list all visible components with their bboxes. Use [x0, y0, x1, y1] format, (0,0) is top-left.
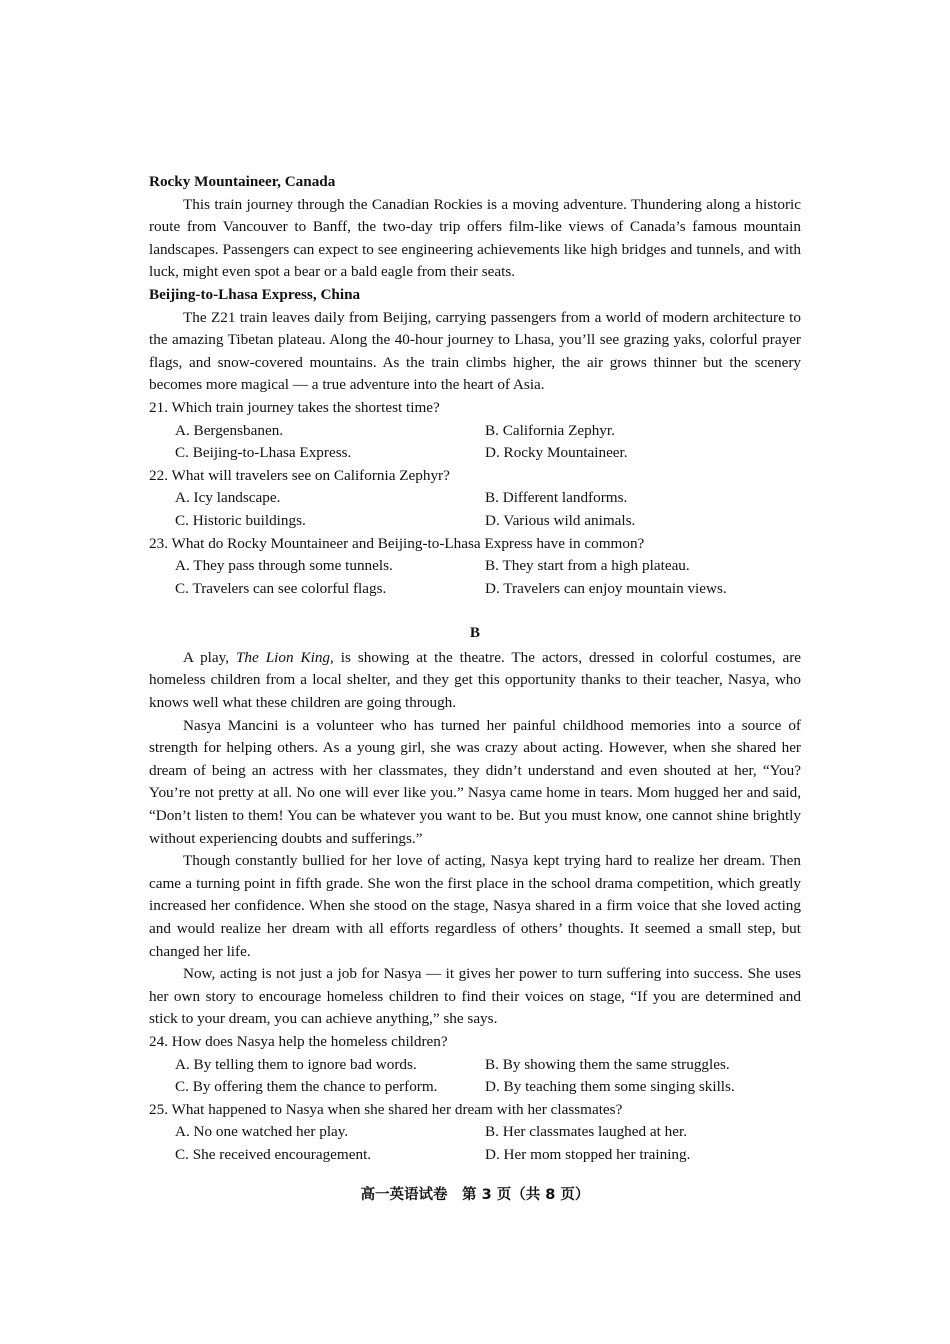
- option-c: C. She received encouragement.: [175, 1145, 372, 1163]
- option-a: A. Bergensbanen.: [175, 421, 284, 439]
- options-grid: [149, 1054, 801, 1099]
- option-a: A. By telling them to ignore bad words.: [175, 1055, 417, 1073]
- option-b: B. Her classmates laughed at her.: [485, 1123, 688, 1141]
- paragraph-lion-king-post: , is showing at the theatre. The actors, dressed in colorful costumes, are homeless children from a local shelter, and they get this opportunity thanks to their teacher, Nasya, who knows well what these children are going through.: [149, 648, 801, 712]
- option-c: C. By offering them the chance to perform.: [175, 1078, 438, 1096]
- option-a: A. They pass through some tunnels.: [175, 557, 393, 575]
- option-d: D. Various wild animals.: [485, 511, 636, 529]
- paragraph-beijing-lhasa: The Z21 train leaves daily from Beijing, carrying passengers from a world of modern architecture to the amazing Tibetan plateau. Along the 40-hour journey to Lhasa, you’ll see grazing yaks, colorful prayer flags, and snow-covered mountains. As the train climbs higher, the air grows thinner but the scenery becomes more magical — a true adventure into the heart of Asia.: [149, 308, 801, 394]
- page-content: [149, 171, 801, 1167]
- paragraph-lion-king-pre: A play,: [183, 648, 236, 666]
- option-a: A. No one watched her play.: [175, 1123, 349, 1141]
- question-stem: 24. How does Nasya help the homeless children?: [149, 1032, 448, 1050]
- option-c: C. Historic buildings.: [175, 511, 306, 529]
- option-c: C. Travelers can see colorful flags.: [175, 579, 387, 597]
- section-letter-b: B: [469, 624, 481, 642]
- question-25: [149, 1099, 801, 1167]
- option-b: B. By showing them the same struggles.: [485, 1055, 730, 1073]
- question-24: [149, 1031, 801, 1099]
- question-stem: 22. What will travelers see on California Zephyr?: [149, 466, 450, 484]
- paragraph-nasya-turning-point: Though constantly bullied for her love of acting, Nasya kept trying hard to realize her dream. Then came a turning point in fifth grade. She won the first place in the school drama competition, which greatly increased her confidence. When she stood on the stage, Nasya shared in a firm voice that she loved acting and would realize her dream with all efforts regardless of others’ thoughts. It seemed a small step, but changed her life.: [149, 852, 801, 960]
- question-stem: 25. What happened to Nasya when she shared her dream with her classmates?: [149, 1100, 623, 1118]
- play-title: The Lion King: [235, 648, 331, 666]
- option-d: D. By teaching them some singing skills.: [485, 1078, 735, 1096]
- option-d: D. Rocky Mountaineer.: [485, 444, 628, 462]
- option-b: B. California Zephyr.: [485, 421, 615, 439]
- options-grid: [149, 487, 801, 532]
- option-c: C. Beijing-to-Lhasa Express.: [175, 444, 352, 462]
- question-21: [149, 397, 801, 465]
- options-grid: [149, 555, 801, 600]
- paragraph-nasya-now: Now, acting is not just a job for Nasya — it gives her power to turn suffering into success. She uses her own story to encourage homeless children to find their voices on stage, “If you are determined and stick to your dream, you can achieve anything,” she says.: [149, 965, 801, 1028]
- question-23: [149, 533, 801, 601]
- options-grid: [149, 1121, 801, 1166]
- option-b: B. They start from a high plateau.: [485, 557, 690, 575]
- option-b: B. Different landforms.: [485, 489, 628, 507]
- paragraph-rocky-mountaineer: This train journey through the Canadian Rockies is a moving adventure. Thundering along a historic route from Vancouver to Banff, the two-day trip offers film-like views of Canada’s famous mountain landscapes. Passengers can expect to see engineering achievements like high bridges and tunnels, and with luck, might even spot a bear or a bald eagle from their seats.: [149, 195, 801, 281]
- section-heading-rocky-mountaineer: Rocky Mountaineer, Canada: [149, 173, 336, 190]
- option-a: A. Icy landscape.: [175, 489, 281, 507]
- section-heading-beijing-lhasa: Beijing-to-Lhasa Express, China: [149, 285, 361, 303]
- page-footer: 高一英语试卷 第 3 页（共 8 页）: [360, 1187, 590, 1203]
- question-stem: 21. Which train journey takes the shortest time?: [149, 398, 440, 416]
- paragraph-lion-king: [149, 647, 801, 715]
- question-stem: 23. What do Rocky Mountaineer and Beijing-to-Lhasa Express have in common?: [149, 534, 645, 552]
- options-grid: [149, 420, 801, 465]
- option-d: D. Her mom stopped her training.: [485, 1145, 691, 1163]
- question-22: [149, 465, 801, 533]
- paragraph-nasya-childhood: Nasya Mancini is a volunteer who has turned her painful childhood memories into a source of strength for helping others. As a young girl, she was crazy about acting. However, when she shared her dream of being an actress with her classmates, they didn’t understand and even shouted at her, “You? You’re not pretty at all. No one will ever like you.” Nasya came home in tears. Mom hugged her and said, “Don’t listen to them! You can be whatever you want to be. But you must know, one cannot shine brightly without experiencing doubts and sufferings.”: [149, 716, 801, 847]
- option-d: D. Travelers can enjoy mountain views.: [485, 579, 727, 597]
